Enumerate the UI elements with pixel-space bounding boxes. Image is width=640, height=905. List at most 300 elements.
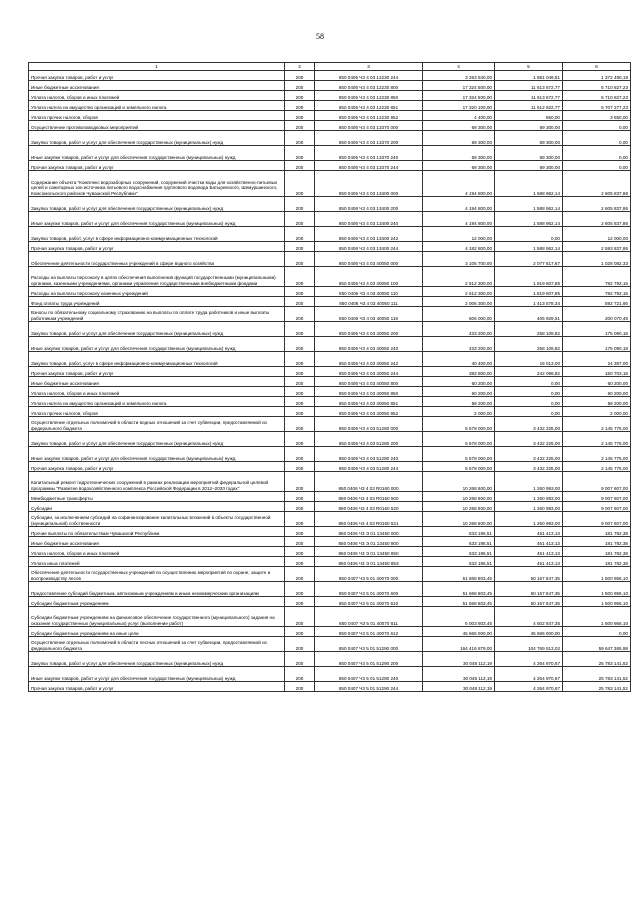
row-classification-code-cell: 850 0406 Ч3 4 03 R0160 000	[315, 472, 423, 492]
row-classification-code-cell: 850 0406 Ч3 4 03 13400 240	[315, 212, 423, 227]
row-unexecuted-amount-cell: 1 500 956,10	[563, 597, 631, 607]
row-executed-amount-cell: 1 819 507,85	[495, 267, 563, 287]
row-code-cell: 200	[285, 322, 315, 337]
row-unexecuted-amount-cell: 2 145 775,00	[563, 447, 631, 462]
row-classification-code-cell: 850 0407 Ч3 5 01 51290 240	[315, 667, 423, 682]
row-executed-amount-cell: 1 588 962,14	[495, 212, 563, 227]
row-name-cell: Закупка товаров, работ и услуг для обеспечения государственных (муниципальных) нужд	[29, 131, 285, 146]
page-number: 58	[316, 32, 324, 41]
row-name-cell: Прочая закупка товаров, работ и услуг	[29, 71, 285, 81]
row-executed-amount-cell: 11 612 822,77	[495, 101, 563, 111]
row-unexecuted-amount-cell: 2 593 837,86	[563, 242, 631, 252]
row-code-cell: 200	[285, 131, 315, 146]
row-executed-amount-cell: 11 613 672,77	[495, 91, 563, 101]
row-unexecuted-amount-cell: 1 500 956,10	[563, 567, 631, 582]
row-code-cell: 200	[285, 267, 315, 287]
row-code-cell: 200	[285, 387, 315, 397]
table-row	[29, 537, 631, 547]
row-classification-code-cell: 850 0407 Ч3 5 01 51290 000	[315, 637, 423, 652]
row-unexecuted-amount-cell: 59 647 365,98	[563, 637, 631, 652]
table-row	[29, 81, 631, 91]
row-unexecuted-amount-cell: 24 387,00	[563, 352, 631, 367]
row-executed-amount-cell: 45 665 000,00	[495, 627, 563, 637]
row-code-cell: 200	[285, 547, 315, 557]
row-name-cell: Закупка товаров, работ, услуг в сфере информационно-коммуникационных технологий	[29, 352, 285, 367]
row-unexecuted-amount-cell: 1 028 082,33	[563, 252, 631, 267]
row-executed-amount-cell: 3 432 225,00	[495, 417, 563, 432]
row-code-cell: 200	[285, 537, 315, 547]
table-row	[29, 146, 631, 161]
row-code-cell: 200	[285, 472, 315, 492]
row-name-cell: Закупка товаров, работ и услуг для обеспечения государственных (муниципальных) нужд	[29, 197, 285, 212]
row-approved-amount-cell: 5 578 000,00	[423, 417, 495, 432]
row-approved-amount-cell: 433 200,00	[423, 337, 495, 352]
table-row	[29, 667, 631, 682]
row-classification-code-cell: 850 0406 Ч3 4 03 13370 244	[315, 161, 423, 171]
row-unexecuted-amount-cell: 25 783 141,52	[563, 682, 631, 692]
row-code-cell: 200	[285, 397, 315, 407]
row-executed-amount-cell: 0,00	[495, 377, 563, 387]
table-row	[29, 637, 631, 652]
row-executed-amount-cell: 0,00	[495, 387, 563, 397]
row-name-cell: Уплата налогов, сборов и иных платежей	[29, 387, 285, 397]
row-unexecuted-amount-cell: 0,00	[563, 121, 631, 131]
row-name-cell: Уплата налога на имущество организаций и земельного налога	[29, 101, 285, 111]
row-classification-code-cell: 850 0406 Ч3 4 03 40050 111	[315, 297, 423, 307]
column-header: 2	[285, 63, 315, 71]
column-header: 4	[423, 63, 495, 71]
row-classification-code-cell: 850 0407 Ч3 5 01 40070 600	[315, 582, 423, 597]
row-code-cell: 200	[285, 297, 315, 307]
table-row	[29, 527, 631, 537]
row-executed-amount-cell: 451 413,13	[495, 537, 563, 547]
table-row	[29, 307, 631, 322]
row-name-cell: Прочая закупка товаров, работ и услуг	[29, 462, 285, 472]
column-header: 5	[495, 63, 563, 71]
row-approved-amount-cell: 5 578 000,00	[423, 462, 495, 472]
row-approved-amount-cell: 5 578 000,00	[423, 447, 495, 462]
row-classification-code-cell: 850 0406 Ч3 4 03 40050 119	[315, 307, 423, 322]
column-header: 6	[563, 63, 631, 71]
budget-execution-table	[28, 62, 631, 692]
row-executed-amount-cell: 1 819 507,85	[495, 287, 563, 297]
row-executed-amount-cell: 850,00	[495, 111, 563, 121]
row-name-cell: Содержание объекта "Комплекс водозаборных сооружений, сооружений очистки воды для хозяйственно-питьевых целей и санитарных зон источника питьевого водоснабжения группового водовода Батыревского, Шемуршинского, Комсомольского районов Чувашской Республики"	[29, 171, 285, 197]
row-approved-amount-cell: 69 300,00	[423, 131, 495, 146]
row-approved-amount-cell: 6 003 803,45	[423, 607, 495, 627]
row-name-cell: Прочая закупка товаров, работ и услуг	[29, 367, 285, 377]
row-approved-amount-cell: 58 200,00	[423, 397, 495, 407]
row-approved-amount-cell: 60 200,00	[423, 377, 495, 387]
row-code-cell: 200	[285, 582, 315, 597]
table-row	[29, 582, 631, 597]
row-unexecuted-amount-cell: 58 200,00	[563, 397, 631, 407]
row-unexecuted-amount-cell: 25 783 141,52	[563, 667, 631, 682]
row-approved-amount-cell: 60 200,00	[423, 387, 495, 397]
row-unexecuted-amount-cell: 592 721,66	[563, 297, 631, 307]
row-code-cell: 200	[285, 161, 315, 171]
row-executed-amount-cell: 451 413,13	[495, 527, 563, 537]
row-code-cell: 200	[285, 252, 315, 267]
table-row	[29, 432, 631, 447]
row-approved-amount-cell: 51 668 803,45	[423, 582, 495, 597]
row-approved-amount-cell: 69 300,00	[423, 121, 495, 131]
row-executed-amount-cell: 104 769 513,02	[495, 637, 563, 652]
row-code-cell: 200	[285, 527, 315, 537]
row-unexecuted-amount-cell: 150 703,18	[563, 367, 631, 377]
row-classification-code-cell: 850 0406 Ч3 4 03 51280 240	[315, 447, 423, 462]
row-approved-amount-cell: 2 612 300,00	[423, 287, 495, 297]
row-executed-amount-cell: 50 167 847,35	[495, 567, 563, 582]
row-unexecuted-amount-cell: 1 372 490,19	[563, 71, 631, 81]
table-row	[29, 377, 631, 387]
row-executed-amount-cell: 1 260 993,00	[495, 492, 563, 502]
row-classification-code-cell: 850 0406 Ч3 4 03 51280 244	[315, 462, 423, 472]
table-row	[29, 91, 631, 101]
row-code-cell: 200	[285, 227, 315, 242]
row-unexecuted-amount-cell: 181 782,38	[563, 557, 631, 567]
row-unexecuted-amount-cell: 2 605 837,86	[563, 171, 631, 197]
row-unexecuted-amount-cell: 181 782,38	[563, 547, 631, 557]
row-classification-code-cell: 850 0406 Ч3 4 03 40050 240	[315, 337, 423, 352]
table-row	[29, 121, 631, 131]
row-classification-code-cell: 850 0406 Ч3 4 03 40050 100	[315, 267, 423, 287]
row-unexecuted-amount-cell: 2 145 775,00	[563, 462, 631, 472]
row-unexecuted-amount-cell: 0,00	[563, 161, 631, 171]
row-classification-code-cell: 850 0406 Ч3 4 03 40050 242	[315, 352, 423, 367]
row-code-cell: 200	[285, 492, 315, 502]
row-classification-code-cell: 850 0406 Ч3 4 03 R0160 521	[315, 512, 423, 527]
table-row	[29, 131, 631, 146]
row-executed-amount-cell: 2 077 617,67	[495, 252, 563, 267]
row-classification-code-cell: 850 0406 Ч3 4 03 40050 200	[315, 322, 423, 337]
row-executed-amount-cell: 1 260 993,00	[495, 512, 563, 527]
row-executed-amount-cell: 1 260 993,00	[495, 472, 563, 492]
row-unexecuted-amount-cell: 181 782,38	[563, 527, 631, 537]
row-unexecuted-amount-cell: 792 792,15	[563, 287, 631, 297]
row-code-cell: 200	[285, 557, 315, 567]
row-unexecuted-amount-cell: 9 007 607,00	[563, 502, 631, 512]
row-code-cell: 200	[285, 337, 315, 352]
row-name-cell: Уплата налогов, сборов и иных платежей	[29, 547, 285, 557]
table-row	[29, 567, 631, 582]
row-name-cell: Прочая закупка товаров, работ и услуг	[29, 682, 285, 692]
row-executed-amount-cell: 1 588 962,14	[495, 171, 563, 197]
row-approved-amount-cell: 3 253 540,00	[423, 71, 495, 81]
row-name-cell: Прочая закупка товаров, работ и услуг	[29, 242, 285, 252]
table-header-row	[29, 63, 631, 71]
table-row	[29, 337, 631, 352]
row-executed-amount-cell: 451 413,13	[495, 547, 563, 557]
row-classification-code-cell: 850 0406 Ч3 4 03 40050 244	[315, 367, 423, 377]
table-row	[29, 111, 631, 121]
row-unexecuted-amount-cell: 181 782,38	[563, 537, 631, 547]
row-name-cell: Закупка товаров, работ, услуг в сфере информационно-коммуникационных технологий	[29, 227, 285, 242]
row-name-cell: Предоставление субсидий бюджетным, автономным учреждениям и иным некоммерческим организациям	[29, 582, 285, 597]
row-executed-amount-cell: 3 432 225,00	[495, 462, 563, 472]
row-classification-code-cell: 850 0407 Ч3 5 01 51290 244	[315, 682, 423, 692]
row-name-cell: Уплата прочих налогов, сборов	[29, 111, 285, 121]
row-name-cell: Иные бюджетные ассигнования	[29, 537, 285, 547]
table-row	[29, 71, 631, 81]
row-code-cell: 200	[285, 212, 315, 227]
row-code-cell: 200	[285, 652, 315, 667]
row-name-cell: Фонд оплаты труда учреждений	[29, 297, 285, 307]
column-header: 3	[315, 63, 423, 71]
row-classification-code-cell: 850 0406 Ч3 Э 01 13450 853	[315, 557, 423, 567]
row-name-cell: Уплата налога на имущество организаций и земельного налога	[29, 397, 285, 407]
row-code-cell: 200	[285, 667, 315, 682]
row-unexecuted-amount-cell: 25 783 141,52	[563, 652, 631, 667]
row-approved-amount-cell: 606 000,00	[423, 307, 495, 322]
row-executed-amount-cell: 0,00	[495, 397, 563, 407]
row-code-cell: 200	[285, 91, 315, 101]
row-classification-code-cell: 850 0407 Ч3 5 01 40070 612	[315, 627, 423, 637]
row-unexecuted-amount-cell: 2 605 837,86	[563, 212, 631, 227]
row-executed-amount-cell: 1 413 578,34	[495, 297, 563, 307]
row-classification-code-cell: 850 0406 Ч3 4 03 51280 200	[315, 432, 423, 447]
row-approved-amount-cell: 433 200,00	[423, 322, 495, 337]
table-row	[29, 101, 631, 111]
column-header: 1	[29, 63, 285, 71]
row-unexecuted-amount-cell: 2 605 837,86	[563, 197, 631, 212]
row-classification-code-cell: 850 0406 Ч3 4 03 R0160 520	[315, 502, 423, 512]
row-executed-amount-cell: 69 300,00	[495, 161, 563, 171]
table-row	[29, 472, 631, 492]
row-code-cell: 200	[285, 682, 315, 692]
row-name-cell: Осуществление противопаводковых мероприятий	[29, 121, 285, 131]
row-classification-code-cell: 850 0406 Ч3 4 03 12230 800	[315, 81, 423, 91]
row-name-cell: Закупка товаров, работ и услуг для обеспечения государственных (муниципальных) нужд	[29, 652, 285, 667]
row-code-cell: 200	[285, 407, 315, 417]
row-classification-code-cell: 850 0406 Ч3 4 03 13400 242	[315, 227, 423, 242]
table-row	[29, 547, 631, 557]
row-name-cell: Взносы по обязательному социальному страхованию на выплаты по оплате труда работников и иные выплаты работникам учреждений	[29, 307, 285, 322]
table-row	[29, 417, 631, 432]
row-approved-amount-cell: 10 268 600,00	[423, 472, 495, 492]
row-classification-code-cell: 850 0406 Ч3 4 03 13370 200	[315, 131, 423, 146]
row-name-cell: Прочие выплаты по обязательствам Чувашской Республики	[29, 527, 285, 537]
row-name-cell: Уплата прочих налогов, сборов	[29, 407, 285, 417]
row-classification-code-cell: 850 0406 Ч3 4 03 13400 000	[315, 171, 423, 197]
row-classification-code-cell: 850 0406 Ч3 4 03 40050 110	[315, 287, 423, 297]
row-code-cell: 200	[285, 101, 315, 111]
row-classification-code-cell: 850 0406 Ч3 4 03 12230 850	[315, 91, 423, 101]
row-executed-amount-cell: 50 167 847,35	[495, 582, 563, 597]
row-unexecuted-amount-cell: 2 000,00	[563, 407, 631, 417]
row-code-cell: 200	[285, 71, 315, 81]
row-classification-code-cell: 850 0406 Ч3 4 03 13370 240	[315, 146, 423, 161]
row-approved-amount-cell: 51 668 803,45	[423, 567, 495, 582]
row-code-cell: 200	[285, 367, 315, 377]
table-row	[29, 212, 631, 227]
row-classification-code-cell: 850 0407 Ч3 5 01 40070 610	[315, 597, 423, 607]
table-row	[29, 492, 631, 502]
row-name-cell: Обеспечение деятельности государственных учреждений в сфере водного хозяйства	[29, 252, 285, 267]
row-name-cell: Иные закупки товаров, работ и услуг для обеспечения государственных (муниципальных) нужд	[29, 212, 285, 227]
table-row	[29, 352, 631, 367]
row-approved-amount-cell: 5 578 000,00	[423, 432, 495, 447]
row-code-cell: 200	[285, 607, 315, 627]
row-executed-amount-cell: 1 881 049,81	[495, 71, 563, 81]
table-row	[29, 227, 631, 242]
row-executed-amount-cell: 4 502 847,35	[495, 607, 563, 627]
row-unexecuted-amount-cell: 200 070,49	[563, 307, 631, 322]
row-unexecuted-amount-cell: 3 550,00	[563, 111, 631, 121]
row-executed-amount-cell: 3 432 225,00	[495, 447, 563, 462]
row-code-cell: 200	[285, 111, 315, 121]
row-executed-amount-cell: 4 264 970,67	[495, 682, 563, 692]
row-name-cell: Иные закупки товаров, работ и услуг для обеспечения государственных (муниципальных) нужд	[29, 447, 285, 462]
row-name-cell: Субсидии бюджетным учреждениям на иные цели	[29, 627, 285, 637]
table-row	[29, 161, 631, 171]
row-name-cell: Уплата иных платежей	[29, 557, 285, 567]
table-body	[29, 71, 631, 692]
row-unexecuted-amount-cell: 175 090,18	[563, 337, 631, 352]
row-executed-amount-cell: 4 264 970,67	[495, 652, 563, 667]
row-executed-amount-cell: 1 588 962,14	[495, 242, 563, 252]
row-name-cell: Межбюджетные трансферты	[29, 492, 285, 502]
row-classification-code-cell: 850 0406 Ч3 4 03 12230 852	[315, 111, 423, 121]
row-approved-amount-cell: 164 416 879,00	[423, 637, 495, 652]
row-approved-amount-cell: 2 000,00	[423, 407, 495, 417]
row-approved-amount-cell: 4 194 800,00	[423, 171, 495, 197]
row-approved-amount-cell: 12 000,00	[423, 227, 495, 242]
table-row	[29, 462, 631, 472]
row-approved-amount-cell: 10 268 600,00	[423, 512, 495, 527]
row-code-cell: 200	[285, 462, 315, 472]
row-unexecuted-amount-cell: 5 707 277,23	[563, 101, 631, 111]
row-executed-amount-cell: 451 413,13	[495, 557, 563, 567]
table-row	[29, 322, 631, 337]
row-approved-amount-cell: 4 182 800,00	[423, 242, 495, 252]
row-name-cell: Закупка товаров, работ и услуг для обеспечения государственных (муниципальных) нужд	[29, 432, 285, 447]
row-executed-amount-cell: 69 300,00	[495, 131, 563, 146]
row-name-cell: Расходы на выплаты персоналу в целях обеспечения выполнения функций государственными (муниципальными) органами, казенными учреждениями, органами управления государственными внебюджетными фондами	[29, 267, 285, 287]
row-code-cell: 200	[285, 81, 315, 91]
row-approved-amount-cell: 51 668 803,45	[423, 597, 495, 607]
row-unexecuted-amount-cell: 9 007 607,00	[563, 492, 631, 502]
table-row	[29, 252, 631, 267]
row-approved-amount-cell: 40 400,00	[423, 352, 495, 367]
row-approved-amount-cell: 17 324 500,00	[423, 81, 495, 91]
row-executed-amount-cell: 3 432 225,00	[495, 432, 563, 447]
row-code-cell: 200	[285, 242, 315, 252]
row-code-cell: 200	[285, 197, 315, 212]
row-unexecuted-amount-cell: 60 200,00	[563, 387, 631, 397]
row-executed-amount-cell: 11 613 672,77	[495, 81, 563, 91]
row-name-cell: Закупка товаров, работ и услуг для обеспечения государственных (муниципальных) нужд	[29, 322, 285, 337]
row-name-cell: Капитальный ремонт гидротехнических сооружений в рамках реализации мероприятий федеральной целевой программы "Развитие водохозяйственного комплекса Российской Федерации в 2012–2020 годах"	[29, 472, 285, 492]
row-approved-amount-cell: 69 300,00	[423, 146, 495, 161]
row-code-cell: 200	[285, 567, 315, 582]
row-unexecuted-amount-cell: 0,00	[563, 627, 631, 637]
row-executed-amount-cell: 1 588 962,14	[495, 197, 563, 212]
row-name-cell: Обеспечение деятельности государственных учреждений по осуществлению мероприятий по охране, защите и воспроизводству лесов	[29, 567, 285, 582]
row-approved-amount-cell: 4 194 800,00	[423, 212, 495, 227]
row-approved-amount-cell: 633 195,51	[423, 547, 495, 557]
row-code-cell: 200	[285, 432, 315, 447]
table-row	[29, 197, 631, 212]
row-name-cell: Субсидии, за исключением субсидий на софинансирование капитальных вложений в объекты государственной (муниципальной) собственности	[29, 512, 285, 527]
table-row	[29, 627, 631, 637]
row-executed-amount-cell: 16 013,00	[495, 352, 563, 367]
row-unexecuted-amount-cell: 9 007 607,00	[563, 472, 631, 492]
row-unexecuted-amount-cell: 5 710 827,23	[563, 91, 631, 101]
row-approved-amount-cell: 30 048 112,19	[423, 682, 495, 692]
row-code-cell: 200	[285, 502, 315, 512]
row-code-cell: 200	[285, 447, 315, 462]
row-code-cell: 200	[285, 512, 315, 527]
row-name-cell: Осуществление отдельных полномочий в области лесных отношений за счет субвенции, предоставляемой из федерального бюджета	[29, 637, 285, 652]
row-executed-amount-cell: 50 167 847,35	[495, 597, 563, 607]
table-row	[29, 607, 631, 627]
table-row	[29, 287, 631, 297]
row-executed-amount-cell: 405 929,51	[495, 307, 563, 322]
row-approved-amount-cell: 4 194 800,00	[423, 197, 495, 212]
row-unexecuted-amount-cell: 792 792,15	[563, 267, 631, 287]
row-code-cell: 200	[285, 121, 315, 131]
row-classification-code-cell: 850 0406 Ч3 Э 01 13450 850	[315, 547, 423, 557]
row-classification-code-cell: 850 0407 Ч3 5 01 51290 200	[315, 652, 423, 667]
row-code-cell: 200	[285, 146, 315, 161]
row-approved-amount-cell: 17 324 500,00	[423, 91, 495, 101]
row-approved-amount-cell: 69 300,00	[423, 161, 495, 171]
row-unexecuted-amount-cell: 0,00	[563, 146, 631, 161]
row-name-cell: Уплата налогов, сборов и иных платежей	[29, 91, 285, 101]
row-unexecuted-amount-cell: 5 710 827,23	[563, 81, 631, 91]
row-executed-amount-cell: 258 109,82	[495, 337, 563, 352]
row-code-cell: 200	[285, 171, 315, 197]
table-row	[29, 557, 631, 567]
row-unexecuted-amount-cell: 2 145 775,00	[563, 417, 631, 432]
row-approved-amount-cell: 17 320 100,00	[423, 101, 495, 111]
row-classification-code-cell: 850 0406 Ч3 4 03 40050 852	[315, 407, 423, 417]
row-approved-amount-cell: 30 048 112,19	[423, 667, 495, 682]
row-classification-code-cell: 850 0406 Ч3 4 03 40050 000	[315, 252, 423, 267]
row-classification-code-cell: 850 0406 Ч3 4 03 40050 850	[315, 387, 423, 397]
row-name-cell: Расходы на выплаты персоналу казенных учреждений	[29, 287, 285, 297]
row-code-cell: 200	[285, 377, 315, 387]
row-approved-amount-cell: 4 400,00	[423, 111, 495, 121]
row-unexecuted-amount-cell: 1 500 956,10	[563, 607, 631, 627]
row-unexecuted-amount-cell: 9 007 607,00	[563, 512, 631, 527]
row-executed-amount-cell: 0,00	[495, 407, 563, 417]
table-row	[29, 297, 631, 307]
row-unexecuted-amount-cell: 175 090,18	[563, 322, 631, 337]
row-name-cell: Иные бюджетные ассигнования	[29, 81, 285, 91]
row-name-cell: Прочая закупка товаров, работ и услуг	[29, 161, 285, 171]
row-unexecuted-amount-cell: 0,00	[563, 131, 631, 146]
row-name-cell: Иные закупки товаров, работ и услуг для обеспечения государственных (муниципальных) нужд	[29, 146, 285, 161]
row-classification-code-cell: 850 0406 Ч3 4 03 12230 244	[315, 71, 423, 81]
table-row	[29, 387, 631, 397]
table-row	[29, 242, 631, 252]
row-classification-code-cell: 850 0406 Ч3 Э 01 13450 800	[315, 537, 423, 547]
row-approved-amount-cell: 633 195,51	[423, 527, 495, 537]
row-code-cell: 200	[285, 307, 315, 322]
row-executed-amount-cell: 4 264 970,67	[495, 667, 563, 682]
row-unexecuted-amount-cell: 1 500 956,10	[563, 582, 631, 597]
row-classification-code-cell: 850 0406 Ч3 4 03 13400 200	[315, 197, 423, 212]
table-row	[29, 512, 631, 527]
row-name-cell: Субсидии бюджетным учреждениям на финансовое обеспечение государственного (муниципального) задания на оказание государственных (муниципальных) услуг (выполнение работ)	[29, 607, 285, 627]
row-approved-amount-cell: 633 195,51	[423, 537, 495, 547]
row-approved-amount-cell: 30 048 112,19	[423, 652, 495, 667]
row-classification-code-cell: 850 0406 Ч3 4 03 51280 000	[315, 417, 423, 432]
row-executed-amount-cell: 0,00	[495, 227, 563, 242]
table-row	[29, 367, 631, 377]
